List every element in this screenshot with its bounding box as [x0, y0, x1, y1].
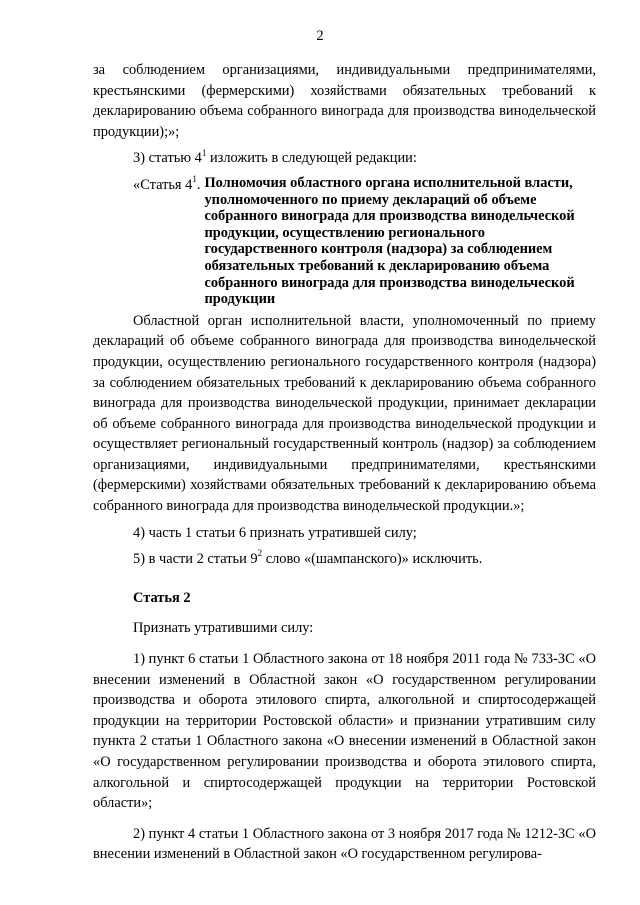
paragraph-item-4: 4) часть 1 статьи 6 признать утратившей силу; — [133, 524, 417, 541]
article-2-title: Статья 2 — [133, 589, 191, 606]
paragraph-repeal-2: 2) пункт 4 статьи 1 Областного закона от 3 ноября 2017 года № 1212-ЗС «О внесении изменений в Областной закон «О государственном регулирова- — [93, 825, 596, 863]
document-body — [93, 60, 596, 865]
item-3-superscript: 1 — [201, 147, 207, 158]
paragraph-continuation: за соблюдением организациями, индивидуальными предпринимателями, крестьянскими (фермерскими) хозяйствами обязательных требований к декларированию объема собранного винограда для производства винодельческой продукции);»; — [93, 62, 596, 140]
item-5-superscript: 2 — [257, 548, 263, 559]
article-4-1-label-dot: . — [196, 176, 201, 193]
paragraph-repeal-1: 1) пункт 6 статьи 1 Областного закона от 18 ноября 2011 года № 733-ЗС «О внесении изменений в Областной закон «О государственном регулировании производства и оборота этилового спирта, алкогольной и спиртосодержащей продукции на территории Ростовской области» и признании утратившим силу пункта 2 статьи 1 Областного закона «О внесении изменений в Областной закон «О государственном регулировании производства и оборота этилового спирта, алкогольной и спиртосодержащей продукции на территории Ростовской области»; — [93, 651, 596, 812]
article-4-1-body: Областной орган исполнительной власти, уполномоченный по приему деклараций об объеме собранного винограда для производства винодельческой продукции, осуществлению регионального государственного контроля (надзора) за соблюдением обязательных требований к декларированию объема собранного винограда для производства винодельческой продукции, принимает декларации об объеме собранного винограда для производства винодельческой продукции и осуществляет региональный государственный контроль (надзор) за соблюдением организациями, индивидуальными предпринимателями, крестьянскими (фермерскими) хозяйствами обязательных требований к декларированию объема собранного винограда для производства винодельческой продукции.»; — [93, 312, 596, 515]
page-number: 2 — [316, 28, 324, 44]
article-4-1-label — [133, 175, 200, 308]
article-4-1-label-text: «Статья 4 — [133, 176, 193, 193]
article-4-1-heading — [93, 175, 596, 308]
item-3-text-end: изложить в следующей редакции: — [206, 150, 417, 167]
paragraph-item-5 — [93, 549, 596, 570]
paragraph-item-3 — [93, 148, 596, 169]
article-4-1-title: Полномочия областного органа исполнительной власти, уполномоченного по приему деклараций об объеме собранного винограда для производства винодельческой продукции, осуществлению регионального государственного контроля (надзора) за соблюдением обязательных требований к декларированию объема собранного винограда для производства винодельческой продукции — [204, 174, 575, 308]
article-4-1-label-superscript: 1 — [192, 174, 197, 185]
item-3-text-start: 3) статью 4 — [133, 150, 202, 167]
paragraph-repeal-intro: Признать утратившими силу: — [133, 620, 314, 637]
item-5-text-end: слово «(шампанского)» исключить. — [262, 551, 483, 568]
item-5-text-start: 5) в части 2 статьи 9 — [133, 551, 258, 568]
